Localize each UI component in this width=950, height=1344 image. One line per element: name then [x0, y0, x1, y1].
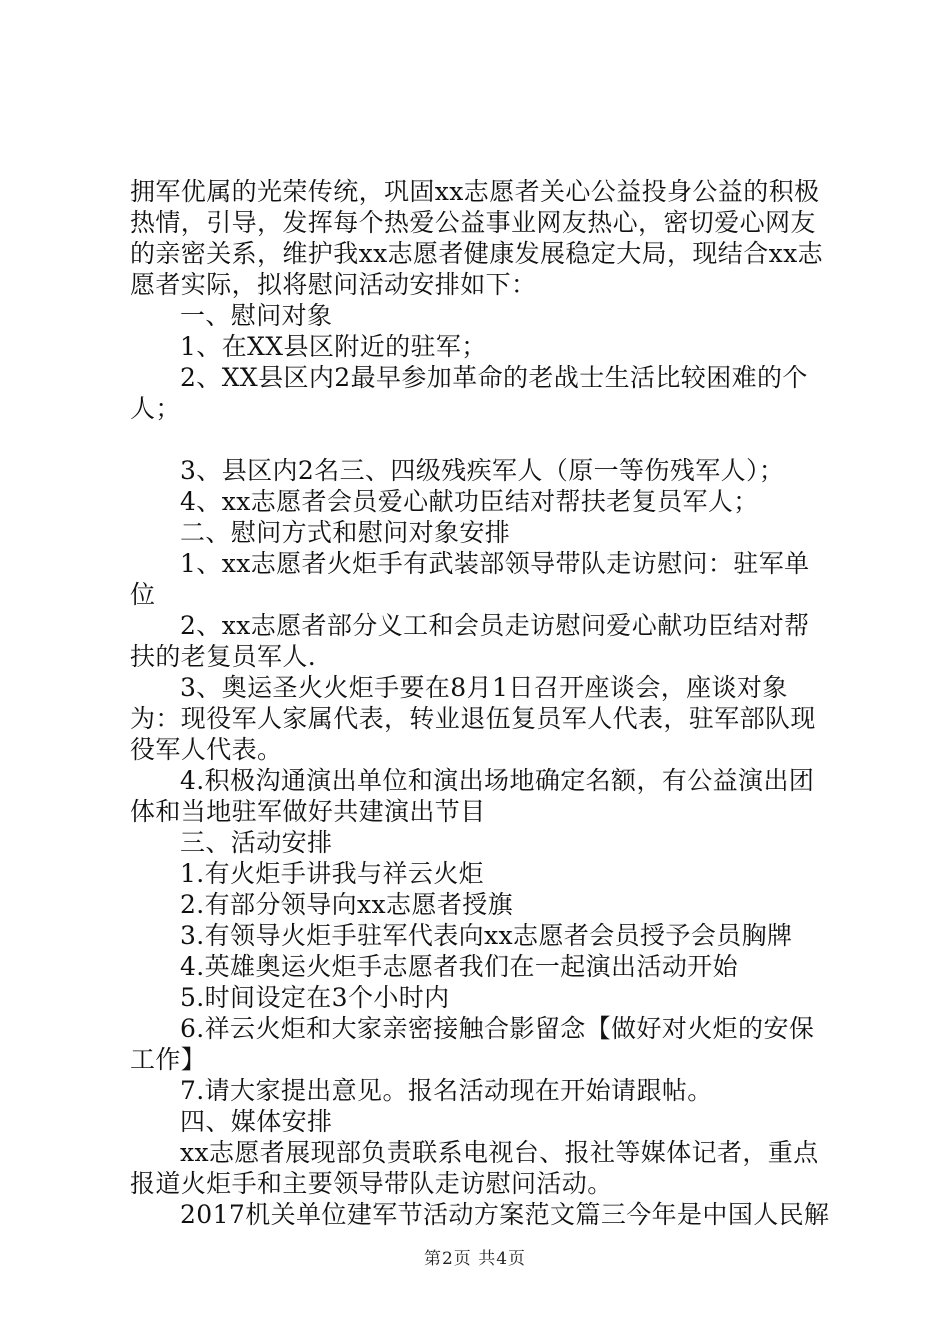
heading-section-1: 一、慰问对象	[180, 301, 333, 330]
list-item: 1、在XX县区附近的驻军；	[180, 332, 487, 361]
list-item: 4.积极沟通演出单位和演出场地确定名额，有公益演出团体和当地驻军做好共建演出节目	[130, 766, 815, 826]
heading-section-3: 三、活动安排	[180, 828, 333, 857]
list-item: 3、县区内2名三、四级残疾军人（原一等伤残军人）；	[180, 456, 785, 485]
list-item: 1、xx志愿者火炬手有武装部领导带队走访慰问：驻军单位	[130, 549, 810, 609]
heading-section-4: 四、媒体安排	[180, 1107, 333, 1136]
list-item: 4、xx志愿者会员爱心献功臣结对帮扶老复员军人；	[180, 487, 759, 516]
list-item: 4.英雄奥运火炬手志愿者我们在一起演出活动开始	[180, 952, 739, 981]
list-item: 7.请大家提出意见。报名活动现在开始请跟帖。	[180, 1076, 713, 1105]
list-item: 2.有部分领导向xx志愿者授旗	[180, 890, 514, 919]
page-number-footer: 第2页 共4页	[423, 1249, 527, 1269]
list-item: 6.祥云火炬和大家亲密接触合影留念【做好对火炬的安保工作】	[130, 1014, 815, 1074]
list-item: 2、XX县区内2最早参加革命的老战士生活比较困难的个人；	[130, 363, 808, 423]
paragraph-intro: 拥军优属的光荣传统，巩固xx志愿者关心公益投身公益的积极热情，引导，发挥每个热爱公益事业网友热心，密切爱心网友的亲密关系，维护我xx志愿者健康发展稳定大局，现结合xx志愿者实际，拟将慰问活动安排如下：	[130, 177, 823, 299]
paragraph-next-article: 2017机关单位建军节活动方案范文篇三今年是中国人民解	[180, 1200, 830, 1229]
heading-section-2: 二、慰问方式和慰问对象安排	[180, 518, 511, 547]
document-body	[130, 176, 830, 1230]
list-item: 2、xx志愿者部分义工和会员走访慰问爱心献功臣结对帮扶的老复员军人.	[130, 611, 810, 671]
paragraph-media: xx志愿者展现部负责联系电视台、报社等媒体记者，重点报道火炬手和主要领导带队走访慰问活动。	[130, 1138, 819, 1198]
list-item: 5.时间设定在3个小时内	[180, 983, 450, 1012]
list-item: 3.有领导火炬手驻军代表向xx志愿者会员授予会员胸牌	[180, 921, 793, 950]
list-item: 1.有火炬手讲我与祥云火炬	[180, 859, 485, 888]
list-item: 3、奥运圣火火炬手要在8月1日召开座谈会，座谈对象为：现役军人家属代表，转业退伍复员军人代表，驻军部队现役军人代表。	[130, 673, 816, 764]
